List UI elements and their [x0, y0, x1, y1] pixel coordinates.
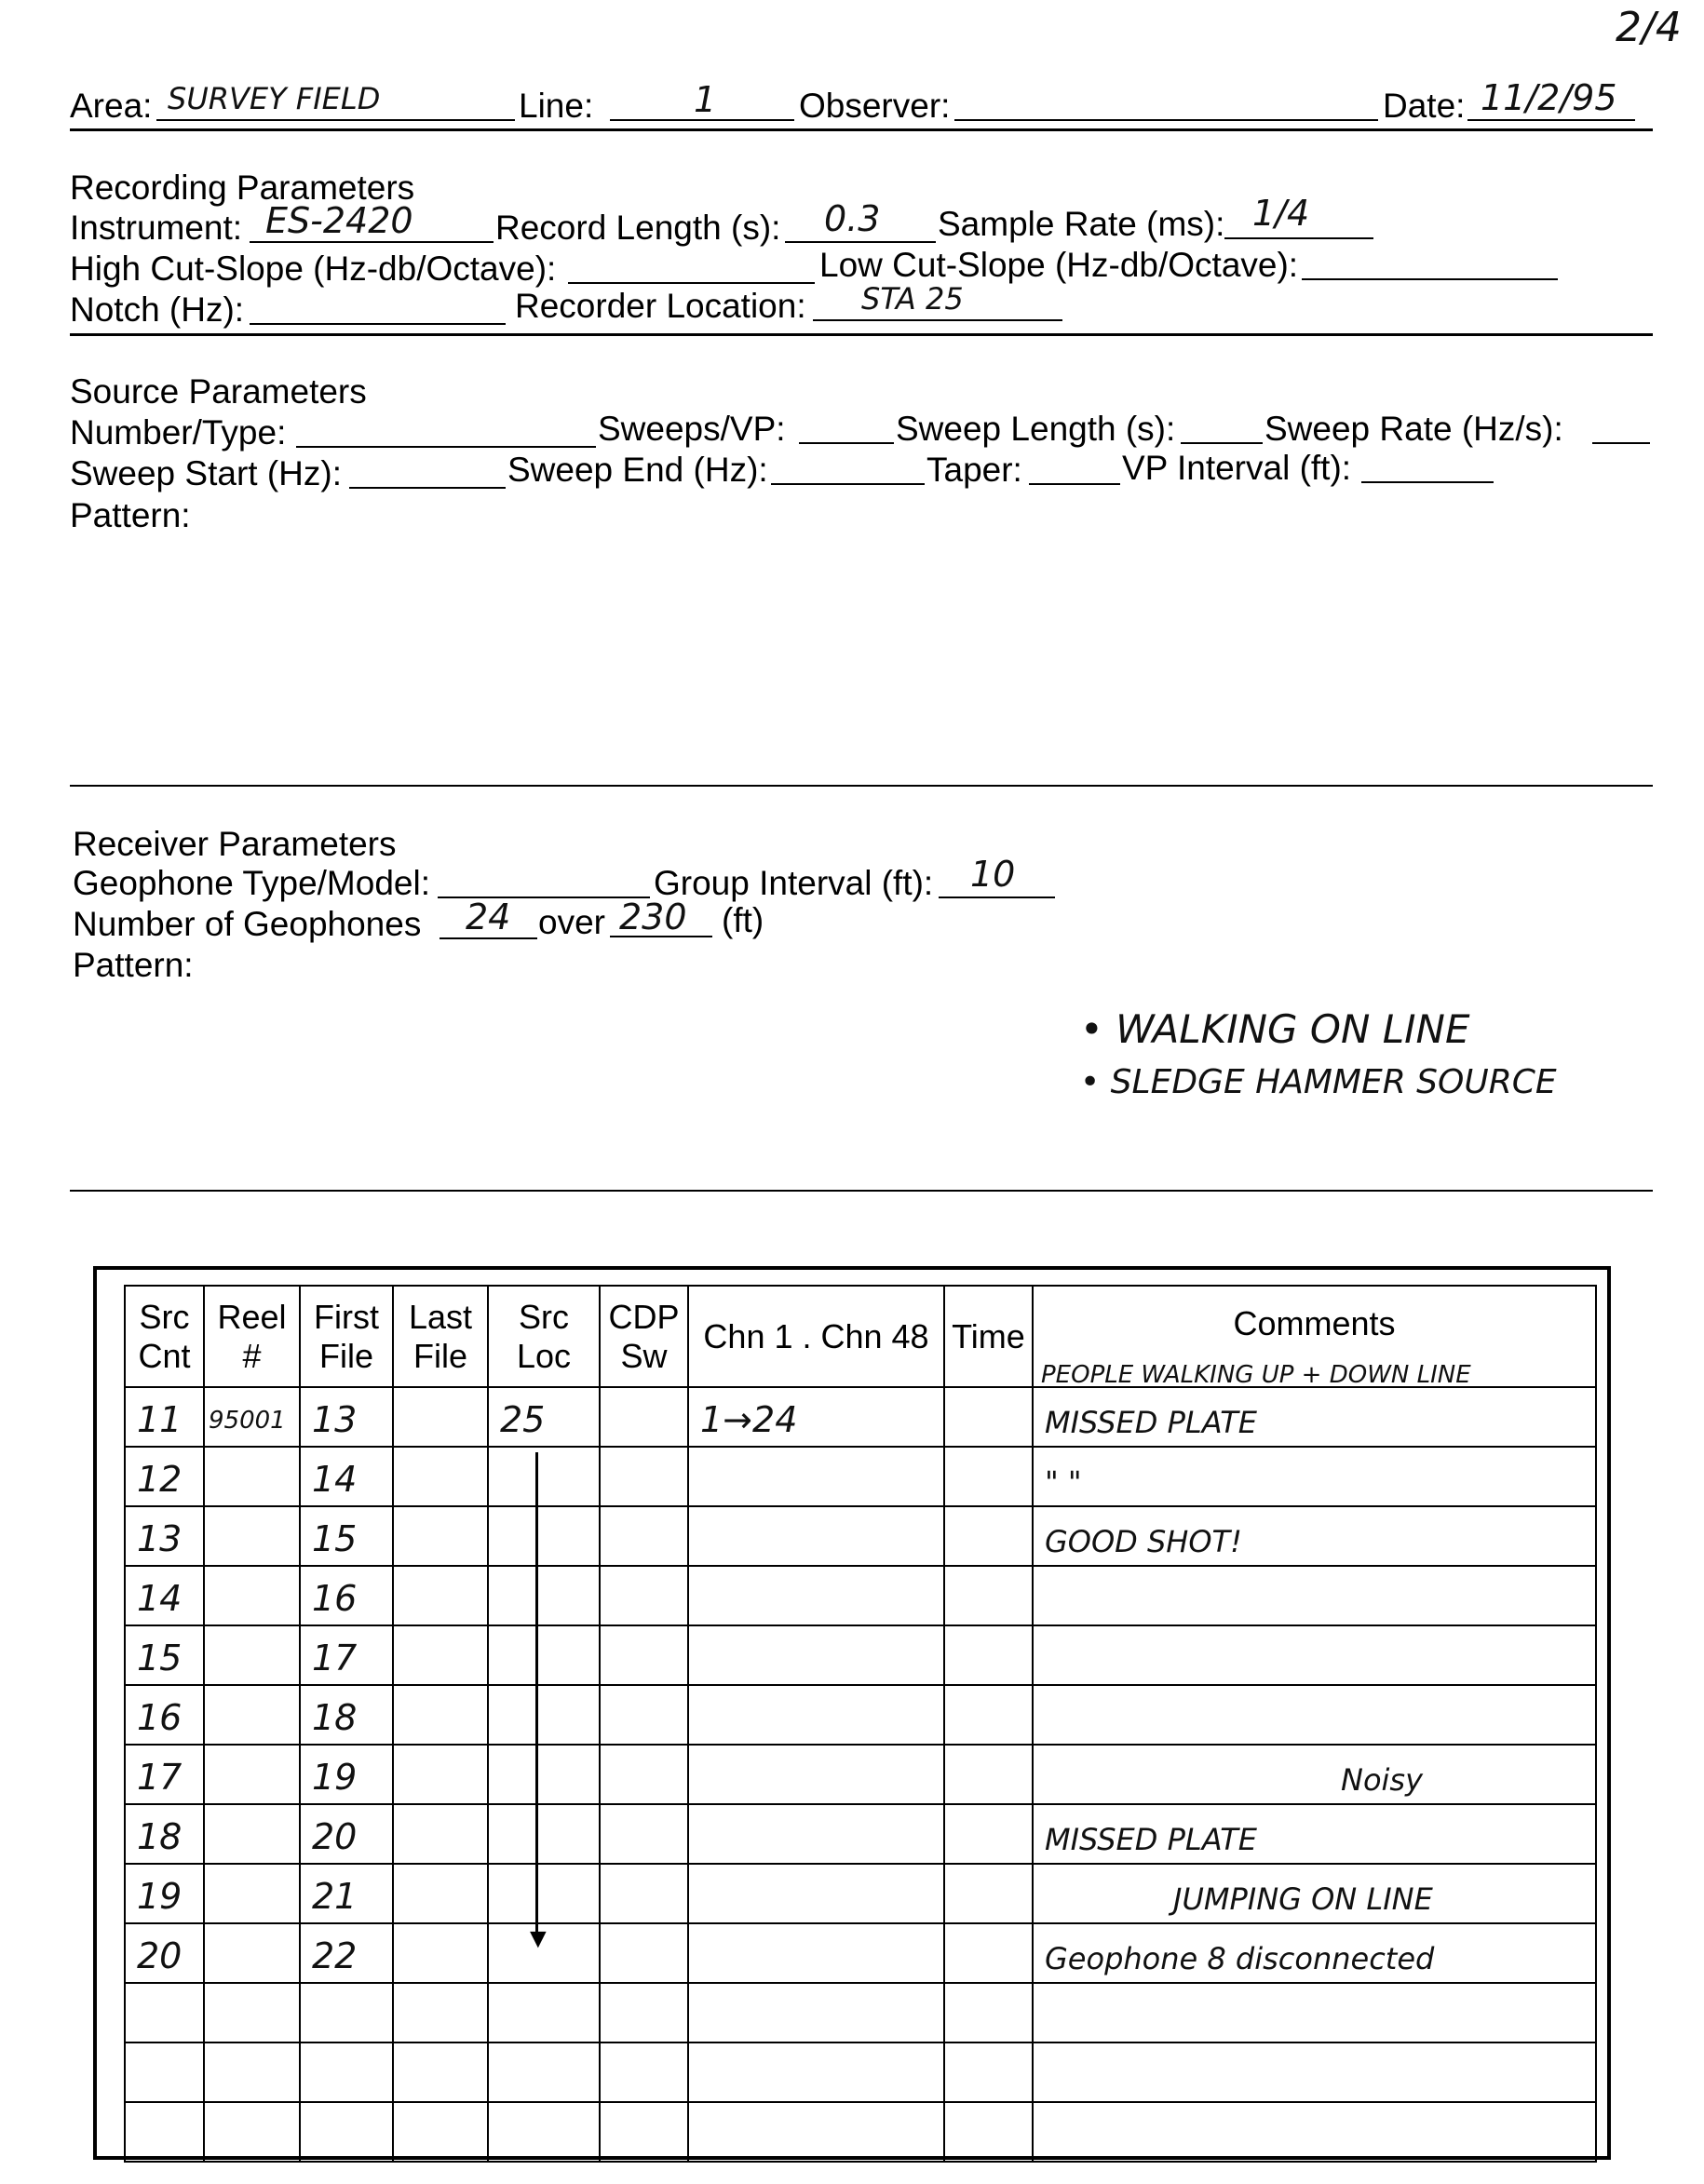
vp-interval-field[interactable] — [1361, 481, 1494, 483]
cell-comment-value: Noisy — [1341, 1762, 1424, 1798]
cell-time[interactable] — [944, 1804, 1033, 1864]
recorder-location-value: STA 25 — [861, 281, 964, 317]
observer-field[interactable] — [954, 119, 1378, 121]
taper-field[interactable] — [1029, 483, 1120, 485]
sample-rate-value: 1/4 — [1252, 193, 1310, 234]
cell-src-loc[interactable] — [488, 1566, 600, 1625]
number-type-field[interactable] — [296, 446, 596, 448]
cell-chn[interactable] — [688, 1923, 944, 1983]
cell-reel[interactable] — [204, 1983, 300, 2042]
sweep-rate-field[interactable] — [1592, 442, 1650, 444]
sweep-start-label: Sweep Start (Hz): — [70, 454, 342, 492]
cell-comment[interactable] — [1033, 2102, 1596, 2162]
cell-src-cnt-value: 14 — [137, 1578, 183, 1619]
over-value: 230 — [619, 897, 687, 937]
cell-time[interactable] — [944, 1745, 1033, 1804]
cell-first-file[interactable] — [300, 1685, 393, 1745]
area-field[interactable] — [156, 119, 515, 121]
cell-cdp-sw[interactable] — [600, 1447, 688, 1506]
table-row — [125, 1625, 1596, 1685]
cell-src-cnt[interactable] — [125, 1685, 204, 1745]
cell-src-cnt[interactable] — [125, 1983, 204, 2042]
cell-first-file[interactable] — [300, 1804, 393, 1864]
divider-receiver — [70, 1190, 1653, 1192]
cell-src-cnt[interactable] — [125, 2102, 204, 2162]
cell-src-loc[interactable] — [488, 1447, 600, 1506]
cell-comment-value: JUMPING ON LINE — [1173, 1881, 1433, 1917]
cell-reel[interactable] — [204, 2102, 300, 2162]
cell-first-file-value: 22 — [312, 1935, 358, 1976]
cell-first-file[interactable] — [300, 1387, 393, 1447]
cell-comment-value: Geophone 8 disconnected — [1045, 1941, 1435, 1976]
cell-src-loc[interactable] — [488, 2042, 600, 2102]
line-value: 1 — [694, 79, 717, 120]
cell-first-file[interactable] — [300, 2102, 393, 2162]
cell-reel[interactable] — [204, 2042, 300, 2102]
cell-comment[interactable] — [1033, 1983, 1596, 2042]
recording-heading: Recording Parameters — [70, 169, 415, 207]
cell-cdp-sw[interactable] — [600, 1983, 688, 2042]
cell-cdp-sw[interactable] — [600, 1387, 688, 1447]
cell-chn[interactable] — [688, 1745, 944, 1804]
cell-cdp-sw[interactable] — [600, 1923, 688, 1983]
cell-reel[interactable] — [204, 1685, 300, 1745]
table-row — [125, 1923, 1596, 1983]
area-value: SURVEY FIELD — [168, 81, 381, 116]
cell-last-file[interactable] — [393, 1685, 488, 1745]
number-geophones-value: 24 — [466, 897, 511, 937]
date-label: Date: — [1383, 87, 1466, 125]
cell-reel[interactable] — [204, 1745, 300, 1804]
same-location-arrow — [535, 1452, 538, 1936]
cell-src-cnt[interactable] — [125, 1447, 204, 1506]
source-pattern-label: Pattern: — [70, 496, 191, 534]
cell-time[interactable] — [944, 1864, 1033, 1923]
cell-src-loc[interactable] — [488, 1685, 600, 1745]
cell-first-file-value: 20 — [312, 1816, 358, 1857]
cell-time[interactable] — [944, 1625, 1033, 1685]
cell-comment[interactable] — [1033, 1506, 1596, 1566]
cell-cdp-sw[interactable] — [600, 1864, 688, 1923]
cell-comment-value: MISSED PLATE — [1045, 1405, 1258, 1440]
cell-comment[interactable] — [1033, 1387, 1596, 1447]
receiver-pattern-label: Pattern: — [73, 946, 194, 984]
cell-cdp-sw[interactable] — [600, 2102, 688, 2162]
cell-chn[interactable] — [688, 1864, 944, 1923]
instrument-label: Instrument: — [70, 209, 243, 247]
cell-last-file[interactable] — [393, 1506, 488, 1566]
cell-src-cnt[interactable] — [125, 1864, 204, 1923]
cell-last-file[interactable] — [393, 1923, 488, 1983]
number-geophones-field[interactable] — [440, 937, 537, 939]
cell-comment[interactable] — [1033, 1566, 1596, 1625]
notch-label: Notch (Hz): — [70, 290, 245, 329]
cell-src-loc[interactable] — [488, 1864, 600, 1923]
cell-src-cnt-value: 11 — [137, 1399, 183, 1440]
instrument-field[interactable] — [250, 241, 494, 243]
cell-reel[interactable] — [204, 1447, 300, 1506]
cell-first-file[interactable] — [300, 1506, 393, 1566]
cell-src-loc[interactable] — [488, 1983, 600, 2042]
receiver-note-2: • SLEDGE HAMMER SOURCE — [1080, 1063, 1557, 1101]
cell-src-cnt-value: 16 — [137, 1697, 183, 1738]
table-row — [125, 1447, 1596, 1506]
table-row — [125, 1983, 1596, 2042]
cell-comment-value: MISSED PLATE — [1045, 1822, 1258, 1857]
cell-reel[interactable] — [204, 1506, 300, 1566]
cell-time[interactable] — [944, 1387, 1033, 1447]
cell-src-cnt[interactable] — [125, 1804, 204, 1864]
cell-last-file[interactable] — [393, 2102, 488, 2162]
cell-chn-value: 1→24 — [700, 1399, 798, 1440]
vp-interval-label: VP Interval (ft): — [1122, 449, 1352, 487]
cell-src-loc[interactable] — [488, 1804, 600, 1864]
cell-reel[interactable] — [204, 1923, 300, 1983]
cell-src-cnt[interactable] — [125, 1745, 204, 1804]
record-length-field[interactable] — [785, 241, 936, 243]
high-cut-field[interactable] — [568, 282, 815, 284]
cell-cdp-sw[interactable] — [600, 1566, 688, 1625]
cell-cdp-sw[interactable] — [600, 1625, 688, 1685]
low-cut-field[interactable] — [1302, 278, 1558, 280]
table-row — [125, 2102, 1596, 2162]
cell-time[interactable] — [944, 1685, 1033, 1745]
sweeps-vp-field[interactable] — [799, 442, 894, 444]
cell-reel-value: 95001 — [209, 1407, 286, 1435]
cell-first-file-value: 17 — [312, 1638, 358, 1678]
cell-first-file[interactable] — [300, 2042, 393, 2102]
cell-last-file[interactable] — [393, 1804, 488, 1864]
cell-src-cnt-value: 17 — [137, 1757, 183, 1798]
cell-comment[interactable] — [1033, 1447, 1596, 1506]
record-length-label: Record Length (s): — [495, 209, 781, 247]
table-row — [125, 1685, 1596, 1745]
ft-label: (ft) — [722, 901, 764, 939]
cell-src-loc[interactable] — [488, 1506, 600, 1566]
cell-comment[interactable] — [1033, 1804, 1596, 1864]
receiver-heading: Receiver Parameters — [73, 825, 397, 863]
group-interval-value: 10 — [970, 854, 1016, 895]
cell-chn[interactable] — [688, 1804, 944, 1864]
cell-chn[interactable] — [688, 2042, 944, 2102]
geophone-type-label: Geophone Type/Model: — [73, 864, 430, 902]
cell-comment[interactable] — [1033, 2042, 1596, 2102]
cell-time[interactable] — [944, 1923, 1033, 1983]
cell-src-cnt[interactable] — [125, 1923, 204, 1983]
cell-chn[interactable] — [688, 1447, 944, 1506]
cell-src-cnt[interactable] — [125, 1506, 204, 1566]
taper-label: Taper: — [926, 451, 1022, 489]
cell-time[interactable] — [944, 2102, 1033, 2162]
cell-src-cnt[interactable] — [125, 2042, 204, 2102]
cell-time[interactable] — [944, 1566, 1033, 1625]
cell-reel[interactable] — [204, 1804, 300, 1864]
table-row — [125, 1387, 1596, 1447]
cell-last-file[interactable] — [393, 2042, 488, 2102]
sample-rate-field[interactable] — [1224, 237, 1373, 239]
low-cut-label: Low Cut-Slope (Hz-db/Octave): — [819, 246, 1299, 284]
cell-comment[interactable] — [1033, 1685, 1596, 1745]
col-cdp-sw: CDP Sw — [600, 1286, 688, 1387]
cell-comment[interactable] — [1033, 1625, 1596, 1685]
log-table-header — [125, 1286, 1596, 1387]
col-reel: Reel # — [204, 1286, 300, 1387]
cell-src-cnt-value: 12 — [137, 1459, 183, 1500]
col-src-cnt: Src Cnt — [125, 1286, 204, 1387]
high-cut-label: High Cut-Slope (Hz-db/Octave): — [70, 249, 557, 288]
col-first-file: First File — [300, 1286, 393, 1387]
cell-time[interactable] — [944, 2042, 1033, 2102]
cell-src-cnt[interactable] — [125, 1387, 204, 1447]
notch-field[interactable] — [250, 323, 506, 325]
cell-reel[interactable] — [204, 1566, 300, 1625]
cell-last-file[interactable] — [393, 1745, 488, 1804]
cell-src-loc-value: 25 — [500, 1399, 546, 1440]
record-length-value: 0.3 — [824, 198, 881, 239]
recorder-location-field[interactable] — [813, 319, 1062, 321]
sweep-start-field[interactable] — [349, 487, 506, 489]
cell-cdp-sw[interactable] — [600, 2042, 688, 2102]
cell-cdp-sw[interactable] — [600, 1804, 688, 1864]
number-type-label: Number/Type: — [70, 413, 287, 452]
cell-first-file[interactable] — [300, 1625, 393, 1685]
source-heading: Source Parameters — [70, 372, 367, 411]
cell-chn[interactable] — [688, 1983, 944, 2042]
cell-first-file[interactable] — [300, 1745, 393, 1804]
table-row — [125, 1745, 1596, 1804]
cell-last-file[interactable] — [393, 1566, 488, 1625]
cell-first-file-value: 21 — [312, 1876, 358, 1917]
cell-time[interactable] — [944, 1983, 1033, 2042]
cell-src-cnt[interactable] — [125, 1566, 204, 1625]
cell-last-file[interactable] — [393, 1864, 488, 1923]
cell-first-file-value: 18 — [312, 1697, 358, 1738]
cell-first-file-value: 13 — [312, 1399, 358, 1440]
cell-first-file-value: 14 — [312, 1459, 358, 1500]
sweep-end-field[interactable] — [771, 483, 925, 485]
observer-label: Observer: — [799, 87, 951, 125]
cell-reel[interactable] — [204, 1625, 300, 1685]
arrow-head-icon: ▼ — [524, 1923, 552, 1954]
page-number: 2/4 — [1616, 4, 1682, 51]
line-label: Line: — [519, 87, 594, 125]
cell-time[interactable] — [944, 1506, 1033, 1566]
cell-last-file[interactable] — [393, 1387, 488, 1447]
header-note: PEOPLE WALKING UP + DOWN LINE — [1041, 1361, 1471, 1390]
group-interval-label: Group Interval (ft): — [654, 864, 934, 902]
table-row — [125, 2042, 1596, 2102]
sweep-rate-label: Sweep Rate (Hz/s): — [1264, 410, 1563, 448]
area-label: Area: — [70, 87, 153, 125]
cell-first-file[interactable] — [300, 1566, 393, 1625]
cell-src-cnt[interactable] — [125, 1625, 204, 1685]
cell-chn[interactable] — [688, 1566, 944, 1625]
col-chn: Chn 1 . Chn 48 — [688, 1286, 944, 1387]
sample-rate-label: Sample Rate (ms): — [938, 205, 1225, 243]
cell-chn[interactable] — [688, 1387, 944, 1447]
sweep-end-label: Sweep End (Hz): — [507, 451, 768, 489]
cell-src-cnt-value: 13 — [137, 1518, 183, 1559]
log-table — [124, 1285, 1597, 2163]
cell-src-loc[interactable] — [488, 1625, 600, 1685]
cell-src-cnt-value: 20 — [137, 1935, 183, 1976]
cell-src-loc[interactable] — [488, 1745, 600, 1804]
col-last-file: Last File — [393, 1286, 488, 1387]
sweep-length-field[interactable] — [1181, 442, 1263, 444]
cell-comment-value: GOOD SHOT! — [1045, 1524, 1242, 1559]
cell-src-cnt-value: 18 — [137, 1816, 183, 1857]
cell-chn[interactable] — [688, 1506, 944, 1566]
table-row — [125, 1506, 1596, 1566]
cell-cdp-sw[interactable] — [600, 1685, 688, 1745]
col-src-loc: Src Loc — [488, 1286, 600, 1387]
cell-first-file-value: 15 — [312, 1518, 358, 1559]
sweeps-vp-label: Sweeps/VP: — [598, 410, 786, 448]
cell-chn[interactable] — [688, 1685, 944, 1745]
number-geophones-label: Number of Geophones — [73, 905, 422, 943]
cell-first-file[interactable] — [300, 1923, 393, 1983]
divider-recording — [70, 333, 1653, 336]
cell-src-cnt-value: 15 — [137, 1638, 183, 1678]
cell-cdp-sw[interactable] — [600, 1506, 688, 1566]
table-row — [125, 1864, 1596, 1923]
table-row — [125, 1804, 1596, 1864]
col-comments: Comments PEOPLE WALKING UP + DOWN LINE — [1033, 1286, 1596, 1387]
instrument-value: ES-2420 — [265, 200, 413, 241]
divider-header — [70, 128, 1653, 131]
cell-first-file-value: 19 — [312, 1757, 358, 1798]
date-value: 11/2/95 — [1481, 77, 1617, 118]
cell-first-file[interactable] — [300, 1447, 393, 1506]
cell-first-file[interactable] — [300, 1864, 393, 1923]
table-row — [125, 1566, 1596, 1625]
cell-chn[interactable] — [688, 2102, 944, 2162]
cell-reel[interactable] — [204, 1864, 300, 1923]
cell-cdp-sw[interactable] — [600, 1745, 688, 1804]
cell-src-cnt-value: 19 — [137, 1876, 183, 1917]
sweep-length-label: Sweep Length (s): — [896, 410, 1176, 448]
cell-src-loc[interactable] — [488, 1387, 600, 1447]
cell-last-file[interactable] — [393, 1625, 488, 1685]
receiver-note-1: • WALKING ON LINE — [1080, 1006, 1470, 1052]
cell-last-file[interactable] — [393, 1983, 488, 2042]
cell-comment[interactable] — [1033, 1745, 1596, 1804]
cell-src-loc[interactable] — [488, 2102, 600, 2162]
cell-comment-value: " " — [1045, 1464, 1082, 1500]
group-interval-field[interactable] — [939, 897, 1055, 898]
cell-time[interactable] — [944, 1447, 1033, 1506]
cell-last-file[interactable] — [393, 1447, 488, 1506]
cell-comment[interactable] — [1033, 1923, 1596, 1983]
cell-first-file[interactable] — [300, 1983, 393, 2042]
recorder-location-label: Recorder Location: — [515, 287, 806, 325]
cell-reel[interactable] — [204, 1387, 300, 1447]
date-field[interactable] — [1467, 119, 1635, 121]
divider-source — [70, 785, 1653, 787]
cell-comment[interactable] — [1033, 1864, 1596, 1923]
over-label: over — [538, 903, 605, 941]
cell-first-file-value: 16 — [312, 1578, 358, 1619]
cell-chn[interactable] — [688, 1625, 944, 1685]
col-time: Time — [944, 1286, 1033, 1387]
